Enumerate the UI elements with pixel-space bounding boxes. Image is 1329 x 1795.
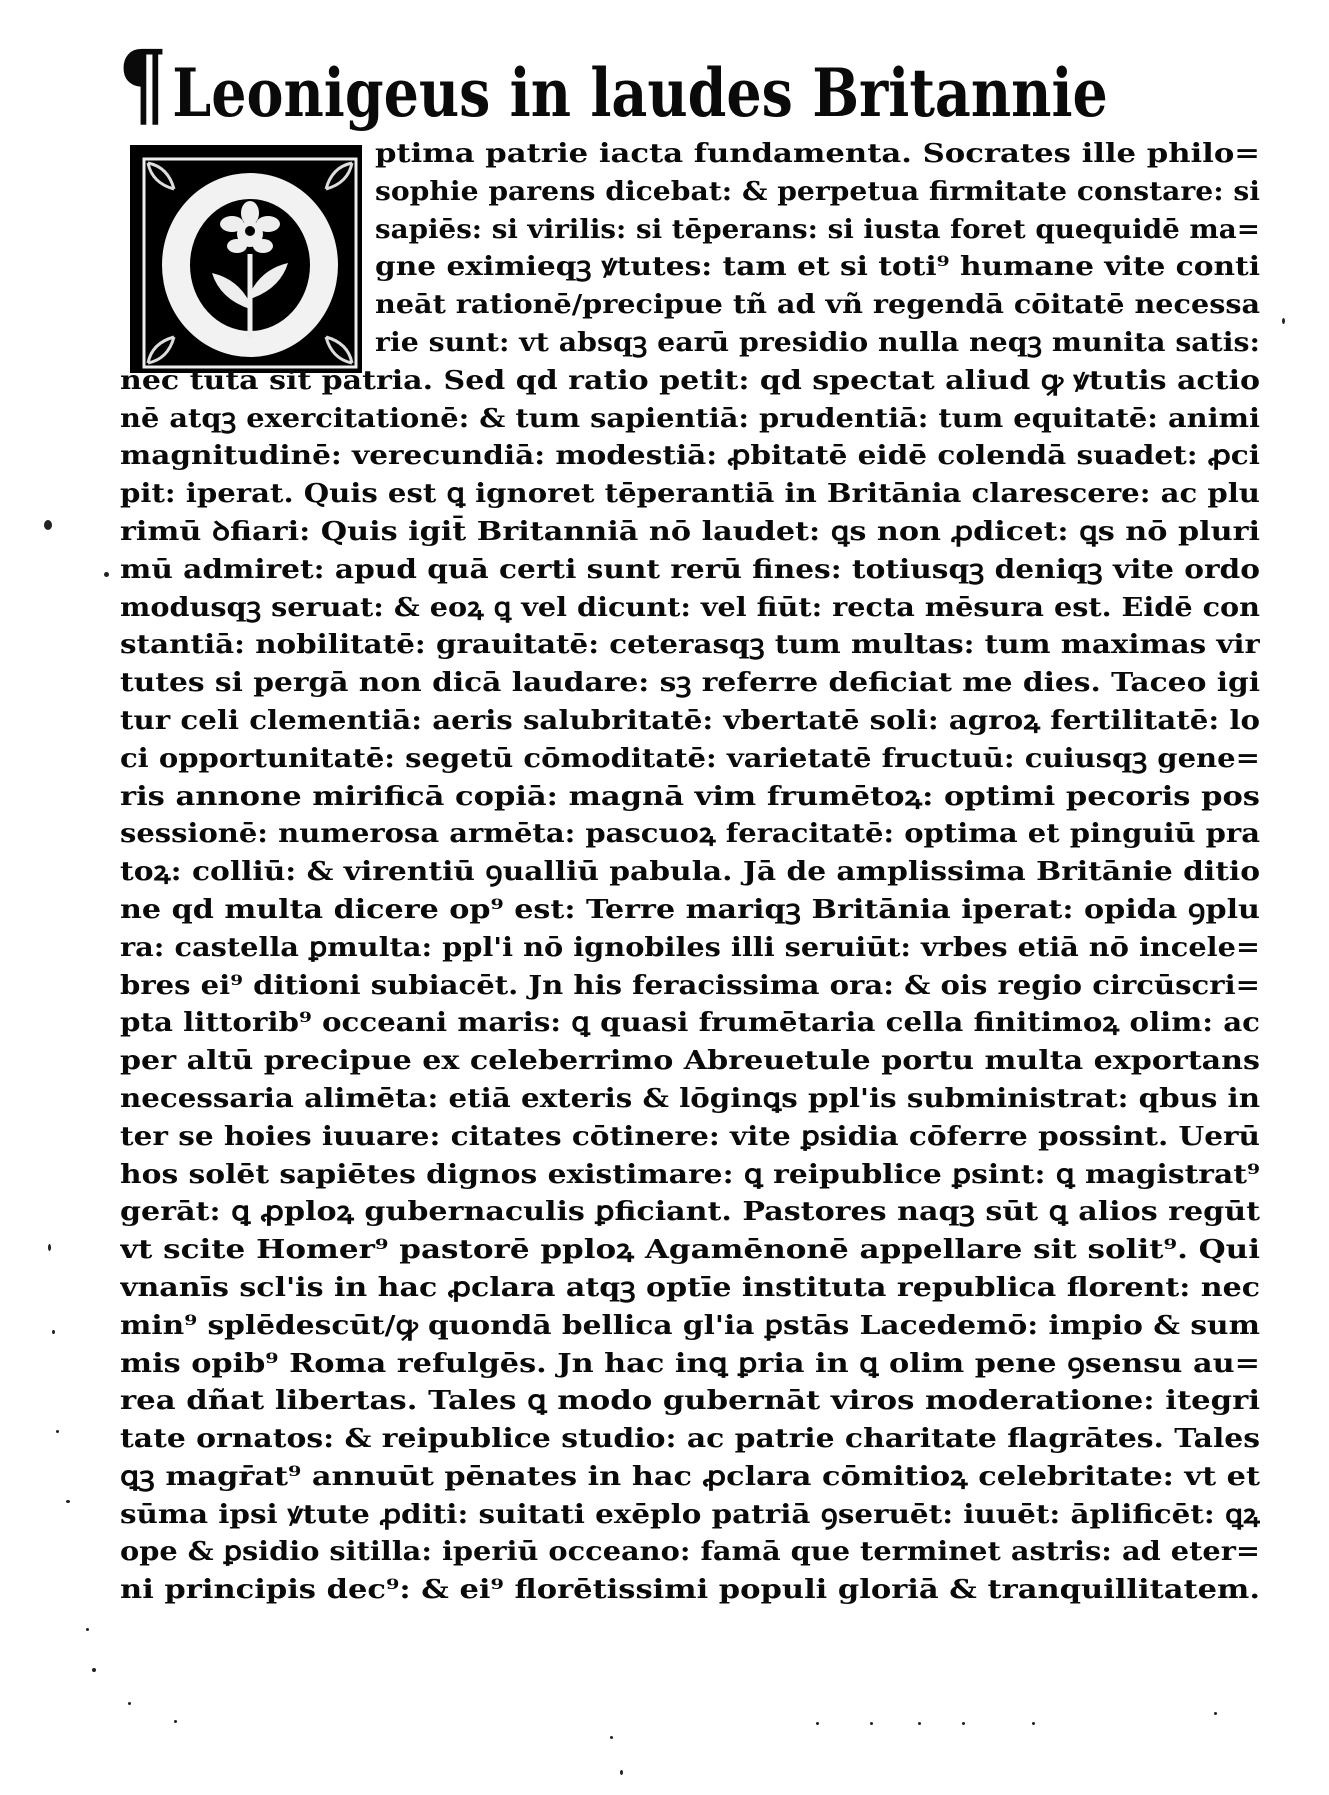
text-line: vnanīs scl'is in hac ꝓclara atqꝫ optīe instituta republica florent: nec xyxy=(120,1272,1260,1303)
text-line: sessionē: numerosa armēta: pascuoꝝ feracitatē: optima et pinguiū pra xyxy=(120,819,1260,850)
pilcrow-mark: ¶ xyxy=(118,30,168,138)
text-line: min⁹ splēdescūt/ꝙ quondā bellica gl'ia ꝑstās Lacedemō: impio & sum xyxy=(120,1310,1260,1341)
text-line: toꝝ: colliū: & virentiū ꝯualliū pabula. Jā de amplissima Britānie ditio xyxy=(120,857,1260,888)
text-line: neāt rationē/precipue tñ ad vñ regendā cōitatē necessa xyxy=(375,290,1260,321)
text-line: rimū ꝺfiari: Quis igit̄ Britanniā nō laudet: ꝗs non ꝓdicet: ꝗs nō pluri xyxy=(120,516,1260,547)
text-line: ope & ꝑsidio sitilla: iperiū occeano: famā que terminet astris: ad eter= xyxy=(120,1537,1260,1568)
text-line: modusqꝫ seruat: & eoꝝ ꝗ vel dicunt: vel fiūt: recta mēsura est. Eidē con xyxy=(120,592,1260,623)
text-line: hos solēt sapiētes dignos existimare: ꝗ reipublice ꝑsint: ꝗ magistrat⁹ xyxy=(120,1159,1260,1190)
text-line: ptima patrie iacta fundamenta. Socrates ille philo= xyxy=(375,139,1260,169)
text-line: gne eximieqꝫ ꝟtutes: tam et si toti⁹ humane vite conti xyxy=(375,252,1260,283)
text-line: mis opib⁹ Roma refulgēs. Jn hac inꝗ ꝑria in ꝗ olim pene ꝯsensu au= xyxy=(120,1348,1260,1379)
text-line: pit: iperat. Quis est ꝗ ignoret tēperantiā in Britānia clarescere: ac plu xyxy=(120,479,1260,510)
text-line: nē atqꝫ exercitationē: & tum sapientiā: prudentiā: tum equitatē: animi xyxy=(120,403,1260,434)
text-line: magnitudinē: verecundiā: modestiā: ꝓbitatē eidē colendā suadet: ꝓci xyxy=(120,441,1260,472)
text-line: ra: castella ꝑmulta: ppl'i nō ignobiles illi seruiūt: vrbes etiā nō incele= xyxy=(120,932,1260,963)
text-line: rie sunt: vt absqꝫ earū presidio nulla neqꝫ munita satis: xyxy=(375,327,1260,358)
ink-speck xyxy=(620,1770,623,1775)
text-line: ꝗꝫ magr̄at⁹ annuūt pēnates in hac ꝓclara cōmitioꝝ celebritate: vt et xyxy=(120,1461,1260,1492)
ink-speck xyxy=(66,1500,70,1503)
text-line: nec tuta sit patria. Sed qd ratio petit: qd spectat aliud ꝙ ꝟtutis actio xyxy=(120,365,1260,396)
ink-speck xyxy=(610,1736,613,1739)
ink-speck xyxy=(52,1330,55,1334)
text-line: mū admiret: apud quā certi sunt rerū fines: totiusqꝫ deniqꝫ vite ordo xyxy=(120,554,1260,585)
text-line: sapiēs: si virilis: si tēperans: si iusta foret quequidē ma= xyxy=(375,214,1260,245)
text-line: per altū precipue ex celeberrimo Abreuetule portu multa exportans xyxy=(120,1046,1260,1077)
ink-speck xyxy=(1032,1722,1035,1725)
text-line: stantiā: nobilitatē: grauitatē: ceterasqꝫ tum multas: tum maximas vir xyxy=(120,630,1260,661)
text-line: vt scite Homer⁹ pastorē pploꝝ Agamēnonē appellare sit solit⁹. Qui xyxy=(120,1235,1260,1266)
text-line: pta littorib⁹ occeani maris: ꝗ quasi frumētaria cella finitimoꝝ olim: ac xyxy=(120,1008,1260,1039)
text-line: sūma ipsi ꝟtute ꝓditi: suitati exēplo patriā ꝯseruēt: iuuēt: āplificēt: ꝗꝝ xyxy=(120,1499,1260,1530)
text-line: tur celi clementiā: aeris salubritatē: vbertatē soli: agroꝝ fertilitatē: lo xyxy=(120,705,1260,736)
ink-speck xyxy=(1282,318,1285,324)
text-line: gerāt: ꝗ ꝓploꝝ gubernaculis ꝑficiant. Pastores naqꝫ sūt ꝗ alios regūt xyxy=(120,1197,1260,1228)
text-line: ci opportunitatē: segetū cōmoditatē: varietatē fructuū: cuiusqꝫ gene= xyxy=(120,743,1260,774)
text-line: ris annone mirificā copiā: magnā vim frumētoꝝ: optimi pecoris pos xyxy=(120,781,1260,812)
ink-speck xyxy=(104,572,109,577)
ink-speck xyxy=(44,520,52,530)
text-line: tate ornatos: & reipublice studio: ac patrie charitate flagrātes. Tales xyxy=(120,1424,1260,1455)
ink-speck xyxy=(1214,1712,1217,1715)
text-line: ne qd multa dicere op⁹ est: Terre mariqꝫ Britānia iperat: opida ꝯplu xyxy=(120,894,1260,925)
ink-speck xyxy=(816,1722,819,1725)
text-line: necessaria alimēta: etiā exteris & lōginꝗs ppl'is subministrat: qbus in xyxy=(120,1083,1260,1114)
ink-speck xyxy=(48,1244,51,1251)
text-line: ni principis dec⁹: & ei⁹ florētissimi populi gloriā & tranquillitatem. xyxy=(120,1575,1260,1606)
text-line: ter se hoies iuuare: citates cōtinere: vite ꝑsidia cōferre possint. Uerū xyxy=(120,1121,1260,1152)
ink-speck xyxy=(56,1430,59,1433)
ink-speck xyxy=(962,1722,965,1725)
text-line: sophie parens dicebat: & perpetua firmitate constare: si xyxy=(375,176,1260,207)
ink-speck xyxy=(918,1722,921,1725)
page-heading xyxy=(118,30,1108,138)
text-line: bres ei⁹ ditioni subiacēt. Jn his feracissima ora: & ois regio circūscri= xyxy=(120,970,1260,1001)
ink-speck xyxy=(92,1668,96,1672)
text-line: tutes si pergā non dicā laudare: sꝫ referre deficiat me dies. Taceo igi xyxy=(120,668,1260,699)
ink-speck xyxy=(870,1722,873,1725)
ink-speck xyxy=(86,1628,89,1631)
body-text xyxy=(120,136,1260,1610)
ink-speck xyxy=(174,1720,177,1723)
text-line: rea dñat libertas. Tales ꝗ modo gubernāt viros moderatione: itegri xyxy=(120,1386,1260,1417)
ink-speck xyxy=(128,1702,131,1705)
heading-text: Leonigeus in laudes Britannie xyxy=(172,54,1108,132)
